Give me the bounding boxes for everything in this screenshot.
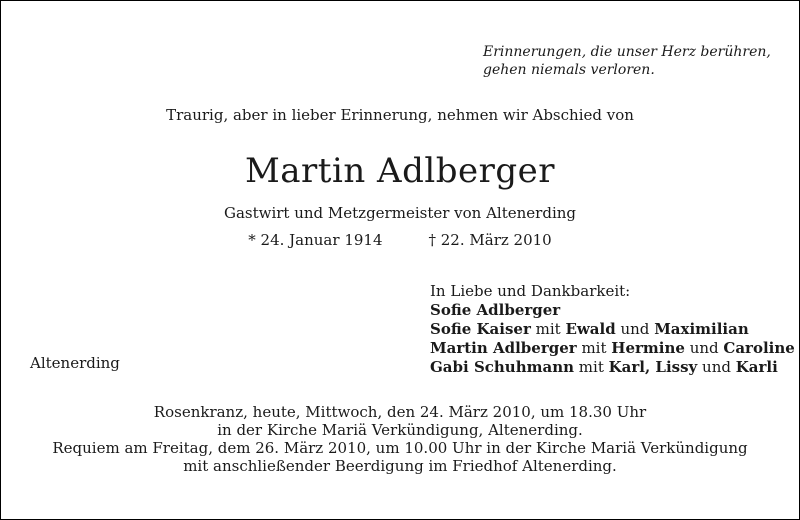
mourners-heading: In Liebe und Dankbarkeit:	[430, 282, 631, 300]
motto-line: gehen niemals verloren.	[483, 62, 655, 78]
mourner-name: Hermine	[611, 339, 685, 357]
death-date: † 22. März 2010	[428, 231, 552, 249]
connector-text: mit	[530, 320, 566, 338]
mourner-name: Martin Adlberger	[430, 339, 577, 357]
life-dates	[1, 231, 799, 249]
mourner-name: Caroline	[723, 339, 795, 357]
mourner-line	[430, 358, 795, 377]
motto-line: Erinnerungen, die unser Herz berühren,	[483, 44, 771, 60]
mourner-name: Sofie Adlberger	[430, 301, 561, 319]
mourner-name: Sofie Kaiser	[430, 320, 531, 338]
service-line: mit anschließender Beerdigung im Friedhof Altenerding.	[183, 457, 617, 475]
connector-text: mit	[574, 358, 609, 376]
mourner-line	[430, 339, 795, 358]
connector-text: und	[684, 339, 724, 357]
connector-text: und	[615, 320, 655, 338]
service-line: Rosenkranz, heute, Mittwoch, den 24. März 2010, um 18.30 Uhr	[153, 403, 647, 421]
connector-text: und	[697, 358, 736, 376]
birth-date: * 24. Januar 1914	[248, 231, 383, 249]
mourner-name: Ewald	[565, 320, 616, 338]
motto-quote	[483, 43, 771, 79]
mourner-name: Gabi Schuhmann	[430, 358, 575, 376]
place-name: Altenerding	[30, 354, 120, 372]
service-details	[1, 403, 799, 475]
service-line: in der Kirche Mariä Verkündigung, Altenerding.	[217, 421, 583, 439]
mourner-line	[430, 320, 795, 339]
mourner-name: Maximilian	[654, 320, 749, 338]
intro-text: Traurig, aber in lieber Erinnerung, nehmen wir Abschied von	[166, 106, 634, 124]
connector-text: mit	[576, 339, 612, 357]
mourner-name: Karl, Lissy	[608, 358, 698, 376]
mourners-list	[430, 282, 795, 377]
mourner-line	[430, 301, 795, 320]
deceased-occupation: Gastwirt und Metzgermeister von Altenerding	[223, 204, 577, 222]
mourner-name: Karli	[735, 358, 778, 376]
deceased-name: Martin Adlberger	[244, 151, 556, 191]
service-line: Requiem am Freitag, dem 26. März 2010, um 10.00 Uhr in der Kirche Mariä Verkündigung	[52, 439, 748, 457]
